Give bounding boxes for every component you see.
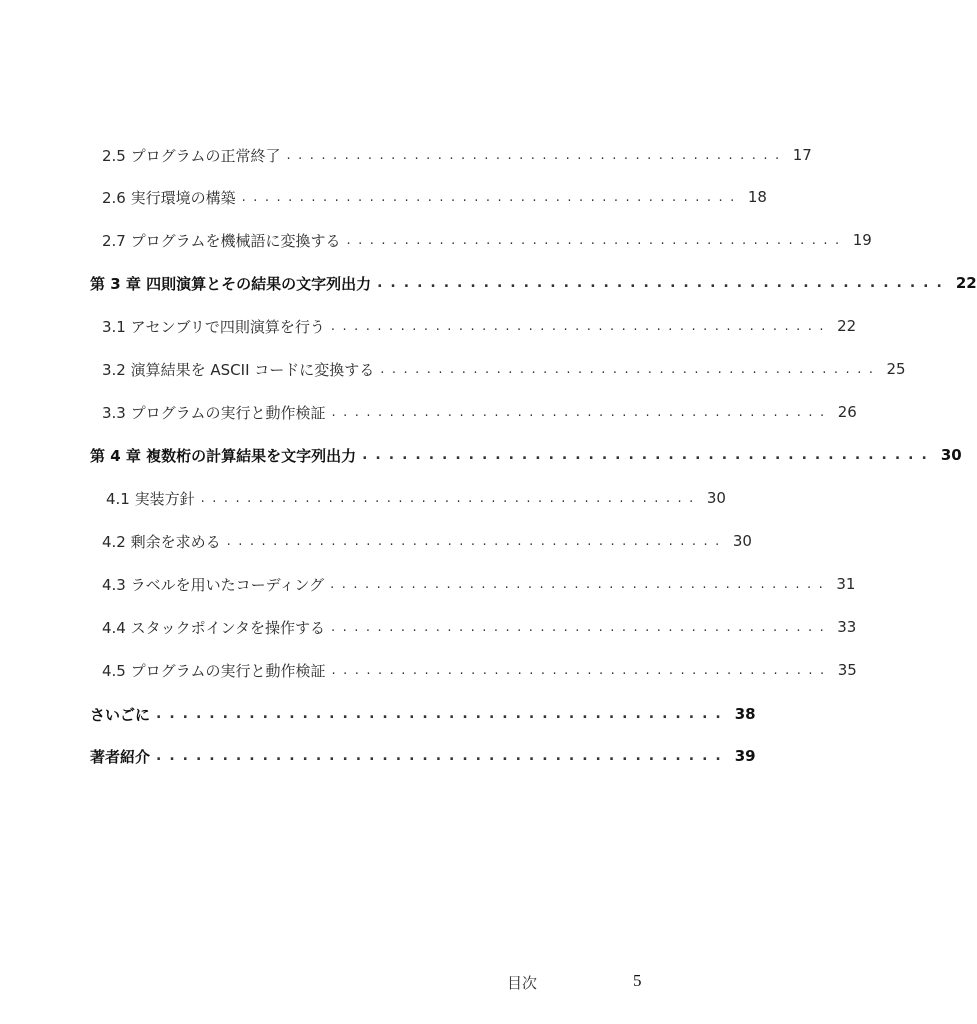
toc-entry	[90, 185, 767, 209]
toc-entry-page: 22	[837, 317, 857, 335]
toc-chapter-title: 第 3 章 四則演算とその結果の文字列出力	[90, 274, 372, 293]
dot-leader: ...........................................	[156, 748, 729, 764]
toc-entry-title: 2.7 プログラムを機械語に変換する	[102, 231, 341, 250]
toc-entry	[90, 357, 906, 381]
toc-entry-title: 2.6 実行環境の構築	[102, 188, 236, 207]
toc-chapter-title: 第 4 章 複数桁の計算結果を文字列出力	[90, 446, 357, 465]
toc-chapter-page: 22	[955, 274, 977, 292]
toc-entry-title: 4.1 実装方針	[106, 489, 195, 508]
toc-entry	[90, 572, 856, 596]
dot-leader: ...........................................	[330, 576, 831, 592]
toc-entry	[90, 143, 812, 167]
dot-leader: ...........................................	[331, 404, 832, 420]
running-footer-section: 目次	[507, 974, 538, 992]
toc-entry	[90, 615, 857, 639]
toc-entry-page: 17	[792, 146, 812, 164]
toc-entry-title: 2.5 プログラムの正常終了	[102, 146, 281, 165]
toc-entry	[90, 486, 726, 510]
dot-leader: ...........................................	[226, 533, 727, 549]
dot-leader: ...........................................	[377, 275, 950, 291]
toc-chapter	[90, 271, 977, 295]
toc-entry-title: 4.2 剰余を求める	[102, 532, 221, 551]
toc-chapter-page: 30	[940, 446, 962, 464]
toc-entry-page: 18	[747, 188, 767, 206]
toc-chapter	[90, 702, 756, 726]
toc-chapter-title: 著者紹介	[90, 747, 151, 766]
dot-leader: ...........................................	[346, 232, 847, 248]
toc-entry-title: 4.4 スタックポインタを操作する	[102, 618, 326, 637]
page-number: 5	[633, 971, 642, 990]
toc-entry-page: 33	[837, 618, 857, 636]
toc-entry-page: 30	[706, 489, 726, 507]
dot-leader: ...........................................	[200, 490, 701, 506]
toc-chapter-title: さいごに	[90, 705, 151, 724]
toc-entry-title: 3.3 プログラムの実行と動作検証	[102, 403, 326, 422]
toc-entry-page: 35	[837, 661, 857, 679]
dot-leader: ...........................................	[330, 318, 832, 334]
toc-entry-page: 31	[836, 575, 856, 593]
toc-entry-title: 4.3 ラベルを用いたコーディング	[102, 575, 325, 594]
dot-leader: ...........................................	[241, 189, 742, 205]
toc-chapter	[90, 443, 962, 467]
toc-chapter-page: 39	[734, 747, 756, 765]
dot-leader: ...........................................	[362, 447, 935, 463]
toc-entry-title: 3.2 演算結果を ASCII コードに変換する	[102, 360, 375, 379]
toc-entry-page: 26	[837, 403, 857, 421]
toc-entry	[90, 400, 857, 424]
toc-entry-title: 3.1 アセンブリで四則演算を行う	[102, 317, 325, 336]
toc-entry-page: 30	[732, 532, 752, 550]
toc-entry	[90, 314, 857, 338]
toc-entry-page: 25	[886, 360, 906, 378]
dot-leader: ...........................................	[286, 147, 787, 163]
toc-entry-title: 4.5 プログラムの実行と動作検証	[102, 661, 326, 680]
toc-entry	[90, 658, 857, 682]
toc-entry-page: 19	[852, 231, 872, 249]
dot-leader: ...........................................	[156, 706, 729, 722]
dot-leader: ...........................................	[331, 662, 832, 678]
dot-leader: ...........................................	[331, 619, 832, 635]
toc-entry	[90, 529, 752, 553]
toc-chapter-page: 38	[734, 705, 756, 723]
toc-entry	[90, 228, 872, 252]
toc-chapter	[90, 744, 756, 768]
dot-leader: ...........................................	[380, 361, 881, 377]
